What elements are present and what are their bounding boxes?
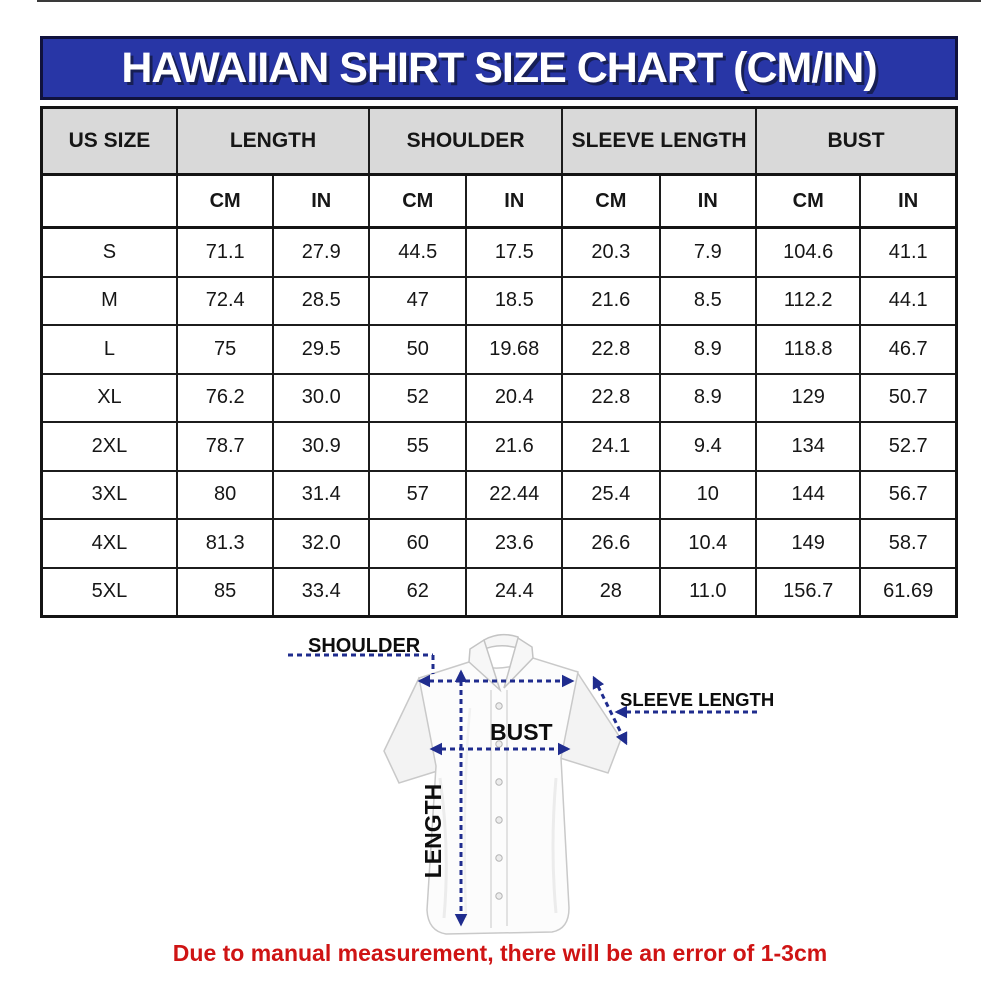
value-cell: 29.5: [273, 325, 369, 374]
size-chart-table: [40, 106, 958, 618]
size-cell: XL: [42, 374, 177, 423]
unit-cell: CM: [369, 175, 466, 228]
table-row: [42, 325, 957, 374]
value-cell: 47: [369, 277, 466, 326]
value-cell: 78.7: [177, 422, 274, 471]
table-row: [42, 277, 957, 326]
value-cell: 17.5: [466, 228, 562, 277]
value-cell: 30.0: [273, 374, 369, 423]
size-cell: S: [42, 228, 177, 277]
value-cell: 71.1: [177, 228, 274, 277]
table-row: [42, 471, 957, 520]
header-row: [42, 108, 957, 175]
value-cell: 10: [660, 471, 757, 520]
col-header-shoulder: SHOULDER: [369, 108, 562, 175]
col-header-length: LENGTH: [177, 108, 369, 175]
size-cell: 4XL: [42, 519, 177, 568]
value-cell: 52: [369, 374, 466, 423]
col-header-bust: BUST: [756, 108, 956, 175]
size-cell: L: [42, 325, 177, 374]
unit-cell: CM: [562, 175, 659, 228]
table-row: [42, 374, 957, 423]
value-cell: 8.9: [660, 374, 757, 423]
value-cell: 24.4: [466, 568, 562, 617]
measurement-error-note: Due to manual measurement, there will be an error of 1-3cm: [172, 940, 828, 966]
size-cell: M: [42, 277, 177, 326]
col-header-us-size: US SIZE: [42, 108, 177, 175]
value-cell: 20.4: [466, 374, 562, 423]
value-cell: 85: [177, 568, 274, 617]
value-cell: 22.44: [466, 471, 562, 520]
shirt-measurement-diagram: [0, 618, 1000, 958]
page-title: HAWAIIAN SHIRT SIZE CHART (CM/IN): [121, 43, 877, 92]
bust-label: BUST: [490, 719, 553, 745]
value-cell: 52.7: [860, 422, 956, 471]
value-cell: 18.5: [466, 277, 562, 326]
value-cell: 27.9: [273, 228, 369, 277]
value-cell: 21.6: [466, 422, 562, 471]
title-banner: [40, 36, 958, 100]
value-cell: 149: [756, 519, 860, 568]
value-cell: 62: [369, 568, 466, 617]
size-cell: 2XL: [42, 422, 177, 471]
value-cell: 28.5: [273, 277, 369, 326]
value-cell: 21.6: [562, 277, 659, 326]
size-cell: 3XL: [42, 471, 177, 520]
value-cell: 33.4: [273, 568, 369, 617]
shoulder-label: SHOULDER: [308, 635, 421, 657]
unit-cell: CM: [756, 175, 860, 228]
value-cell: 8.5: [660, 277, 757, 326]
unit-row: [42, 175, 957, 228]
unit-cell: IN: [466, 175, 562, 228]
value-cell: 56.7: [860, 471, 956, 520]
unit-cell: IN: [860, 175, 956, 228]
value-cell: 9.4: [660, 422, 757, 471]
value-cell: 129: [756, 374, 860, 423]
value-cell: 26.6: [562, 519, 659, 568]
value-cell: 50: [369, 325, 466, 374]
value-cell: 104.6: [756, 228, 860, 277]
size-cell: 5XL: [42, 568, 177, 617]
value-cell: 80: [177, 471, 274, 520]
value-cell: 41.1: [860, 228, 956, 277]
unit-cell: IN: [273, 175, 369, 228]
unit-cell-empty: [42, 175, 177, 228]
value-cell: 7.9: [660, 228, 757, 277]
value-cell: 112.2: [756, 277, 860, 326]
value-cell: 46.7: [860, 325, 956, 374]
value-cell: 144: [756, 471, 860, 520]
value-cell: 22.8: [562, 325, 659, 374]
value-cell: 75: [177, 325, 274, 374]
value-cell: 50.7: [860, 374, 956, 423]
length-label: LENGTH: [420, 783, 446, 879]
table-row: [42, 519, 957, 568]
table-row: [42, 228, 957, 277]
value-cell: 11.0: [660, 568, 757, 617]
value-cell: 10.4: [660, 519, 757, 568]
value-cell: 57: [369, 471, 466, 520]
table-row: [42, 568, 957, 617]
value-cell: 55: [369, 422, 466, 471]
value-cell: 72.4: [177, 277, 274, 326]
sleeve-length-label: SLEEVE LENGTH: [620, 689, 775, 710]
unit-cell: IN: [660, 175, 757, 228]
value-cell: 156.7: [756, 568, 860, 617]
value-cell: 25.4: [562, 471, 659, 520]
value-cell: 44.5: [369, 228, 466, 277]
value-cell: 20.3: [562, 228, 659, 277]
table-row: [42, 422, 957, 471]
size-rows: [42, 228, 957, 617]
value-cell: 30.9: [273, 422, 369, 471]
unit-cell: CM: [177, 175, 274, 228]
value-cell: 118.8: [756, 325, 860, 374]
value-cell: 81.3: [177, 519, 274, 568]
col-header-sleeve-length: SLEEVE LENGTH: [562, 108, 756, 175]
value-cell: 31.4: [273, 471, 369, 520]
value-cell: 76.2: [177, 374, 274, 423]
value-cell: 24.1: [562, 422, 659, 471]
value-cell: 32.0: [273, 519, 369, 568]
value-cell: 22.8: [562, 374, 659, 423]
value-cell: 60: [369, 519, 466, 568]
value-cell: 61.69: [860, 568, 956, 617]
value-cell: 19.68: [466, 325, 562, 374]
value-cell: 28: [562, 568, 659, 617]
value-cell: 58.7: [860, 519, 956, 568]
value-cell: 23.6: [466, 519, 562, 568]
top-divider: [37, 0, 981, 2]
value-cell: 44.1: [860, 277, 956, 326]
value-cell: 8.9: [660, 325, 757, 374]
value-cell: 134: [756, 422, 860, 471]
